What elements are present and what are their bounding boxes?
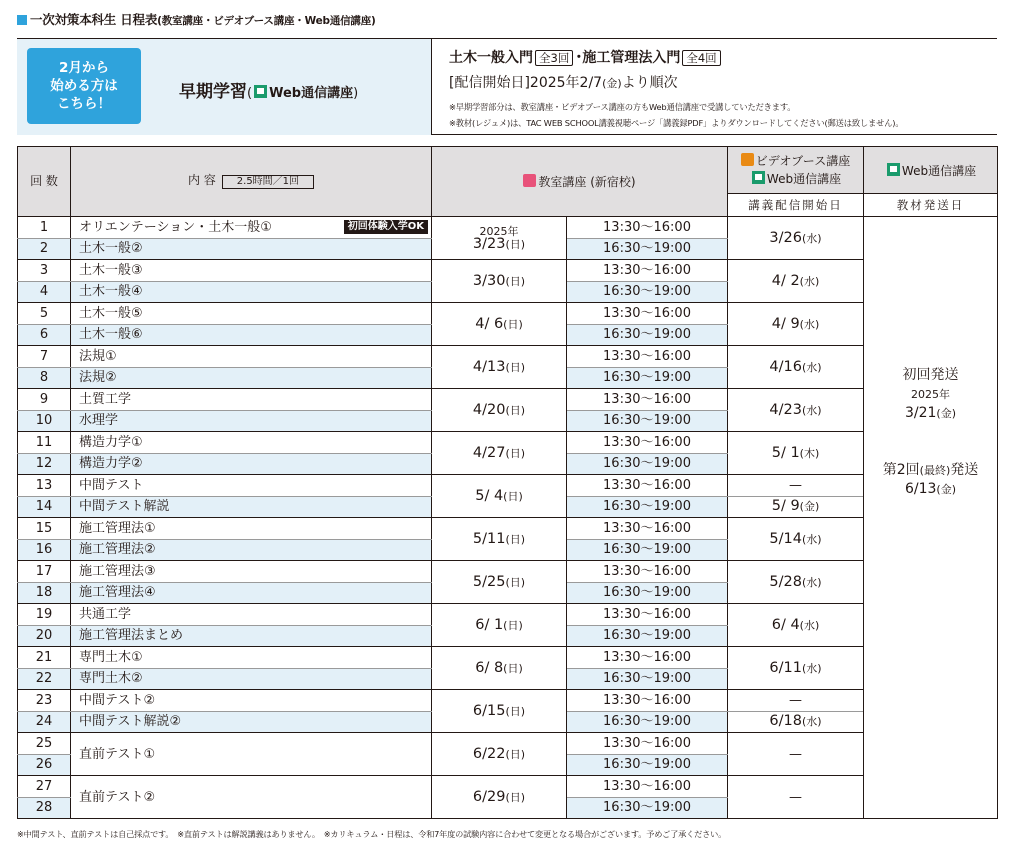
dist-date: 5/ 9(金) — [728, 496, 864, 518]
table-row: 12 構造力学② 16:30～19:00 — [18, 453, 998, 475]
table-row: 10 水理学 16:30～19:00 — [18, 410, 998, 432]
table-row: 3 土木一般③ 3/30(日) 13:30～16:00 4/ 2(水) — [18, 260, 998, 282]
class-date: 6/15(日) — [432, 690, 567, 733]
early-study-info — [449, 47, 1009, 129]
dist-date: 5/14(水) — [728, 518, 864, 561]
table-row: 20 施工管理法まとめ 16:30～19:00 — [18, 625, 998, 647]
table-row: 22 専門土木② 16:30～19:00 — [18, 668, 998, 690]
table-row: 17 施工管理法③ 5/25(日) 13:30～16:00 5/28(水) — [18, 561, 998, 583]
schedule-table — [17, 146, 998, 819]
class-date: 6/29(日) — [432, 776, 567, 819]
table-row: 15 施工管理法① 5/11(日) 13:30～16:00 5/14(水) — [18, 518, 998, 540]
dist-date: — — [728, 475, 864, 497]
dist-date: 6/ 4(水) — [728, 604, 864, 647]
classroom-icon — [523, 174, 536, 187]
note-early-study: ※早期学習部分は、教室講座・ビデオブース講座の方もWeb通信講座で受講していただきます。 — [449, 102, 796, 112]
table-row: 6 土木一般⑥ 16:30～19:00 — [18, 324, 998, 346]
table-row: 23 中間テスト② 6/15(日) 13:30～16:00 — — [18, 690, 998, 712]
col-distribution-header: 講義配信開始日 — [728, 194, 864, 217]
title-square-icon — [17, 15, 27, 25]
class-date: 4/27(日) — [432, 432, 567, 475]
early-study-header — [17, 38, 997, 135]
class-date: 5/25(日) — [432, 561, 567, 604]
table-row: 16 施工管理法② 16:30～19:00 — [18, 539, 998, 561]
table-row: 28 16:30～19:00 — [18, 797, 998, 819]
dist-date: 5/ 1(木) — [728, 432, 864, 475]
web-course-icon — [752, 171, 765, 184]
table-row: 1 オリエンテーション・土木一般① 初回体験入学OK 2025年 3/23(日) 13:30～16:00 3/26(水) 初回発送 2025年 3/21(金) 第2回(最終)発送 6/13(金) — [18, 217, 998, 239]
class-date: 6/ 8(日) — [432, 647, 567, 690]
duration-box: 2.5時間／1回 — [222, 175, 314, 189]
video-booth-icon — [741, 153, 754, 166]
table-row: 7 法規① 4/13(日) 13:30～16:00 4/16(水) — [18, 346, 998, 368]
dist-date: 4/ 9(水) — [728, 303, 864, 346]
class-date: 5/11(日) — [432, 518, 567, 561]
col-web-header: Web通信講座 — [864, 147, 998, 194]
class-date: 6/ 1(日) — [432, 604, 567, 647]
early-study-label: 早期学習( Web通信講座) — [179, 82, 359, 102]
dist-date: 3/26(水) — [728, 217, 864, 260]
class-date: 4/13(日) — [432, 346, 567, 389]
table-row: 2 土木一般② 16:30～19:00 — [18, 238, 998, 260]
table-row: 13 中間テスト 5/ 4(日) 13:30～16:00 — — [18, 475, 998, 497]
dist-date: 4/ 2(水) — [728, 260, 864, 303]
trial-ok-badge: 初回体験入学OK — [344, 220, 428, 234]
table-row: 21 専門土木① 6/ 8(日) 13:30～16:00 6/11(水) — [18, 647, 998, 669]
dist-date: 4/23(水) — [728, 389, 864, 432]
table-row: 25 直前テスト① 6/22(日) 13:30～16:00 — — [18, 733, 998, 755]
web-course-icon — [254, 85, 267, 98]
footer-notes: ※中間テスト、直前テストは自己採点です。 ※直前テストは解説講義はありません。 ※カリキュラム・日程は、令和7年度の試験内容に合わせて変更となる場合がございます。予めご了承ください。 — [17, 829, 727, 839]
start-feb-badge[interactable]: 2月から 始める方は こちら！ — [27, 48, 141, 124]
table-row: 18 施工管理法④ 16:30～19:00 — [18, 582, 998, 604]
table-row: 9 土質工学 4/20(日) 13:30～16:00 4/23(水) — [18, 389, 998, 411]
col-number-header: 回 数 — [18, 147, 71, 217]
dist-date: 4/16(水) — [728, 346, 864, 389]
shipping-dates: 初回発送 2025年 3/21(金) 第2回(最終)発送 6/13(金) — [864, 217, 998, 819]
class-date: 2025年 3/23(日) — [432, 217, 567, 260]
class-date: 6/22(日) — [432, 733, 567, 776]
class-date: 5/ 4(日) — [432, 475, 567, 518]
table-row: 14 中間テスト解説 16:30～19:00 5/ 9(金) — [18, 496, 998, 518]
table-row: 8 法規② 16:30～19:00 — [18, 367, 998, 389]
dist-date: — — [728, 776, 864, 819]
table-row: 27 直前テスト② 6/29(日) 13:30～16:00 — — [18, 776, 998, 798]
col-video-web-header: ビデオブース講座 Web通信講座 — [728, 147, 864, 194]
table-row: 24 中間テスト解説② 16:30～19:00 6/18(水) — [18, 711, 998, 733]
table-row: 5 土木一般⑤ 4/ 6(日) 13:30～16:00 4/ 9(水) — [18, 303, 998, 325]
dist-date: 6/11(水) — [728, 647, 864, 690]
class-date: 3/30(日) — [432, 260, 567, 303]
intro-courses: 土木一般入門 全3回 ･施工管理法入門 全4回 — [449, 47, 1009, 67]
class-date: 4/20(日) — [432, 389, 567, 432]
web-course-icon — [887, 163, 900, 176]
table-row: 26 16:30～19:00 — [18, 754, 998, 776]
table-row: 4 土木一般④ 16:30～19:00 — [18, 281, 998, 303]
note-materials: ※教材(レジュメ)は、TAC WEB SCHOOL講義視聴ページ「講義録PDF」よりダウンロードしてください(郵送は致しません)。 — [449, 118, 904, 128]
table-row: 19 共通工学 6/ 1(日) 13:30～16:00 6/ 4(水) — [18, 604, 998, 626]
dist-date: — — [728, 733, 864, 776]
dist-date: 5/28(水) — [728, 561, 864, 604]
distribution-start: [配信開始日]2025年2/7(金)より順次 — [449, 75, 678, 91]
col-content-header: 内 容 2.5時間／1回 — [71, 147, 432, 217]
dist-date: — — [728, 690, 864, 712]
class-date: 4/ 6(日) — [432, 303, 567, 346]
col-shipping-header: 教材発送日 — [864, 194, 998, 217]
table-row: 11 構造力学① 4/27(日) 13:30～16:00 5/ 1(木) — [18, 432, 998, 454]
page-title: 一次対策本科生 日程表(教室講座・ビデオブース講座・Web通信講座) — [17, 10, 376, 28]
dist-date: 6/18(水) — [728, 711, 864, 733]
col-classroom-header: 教室講座 (新宿校) — [432, 147, 728, 217]
